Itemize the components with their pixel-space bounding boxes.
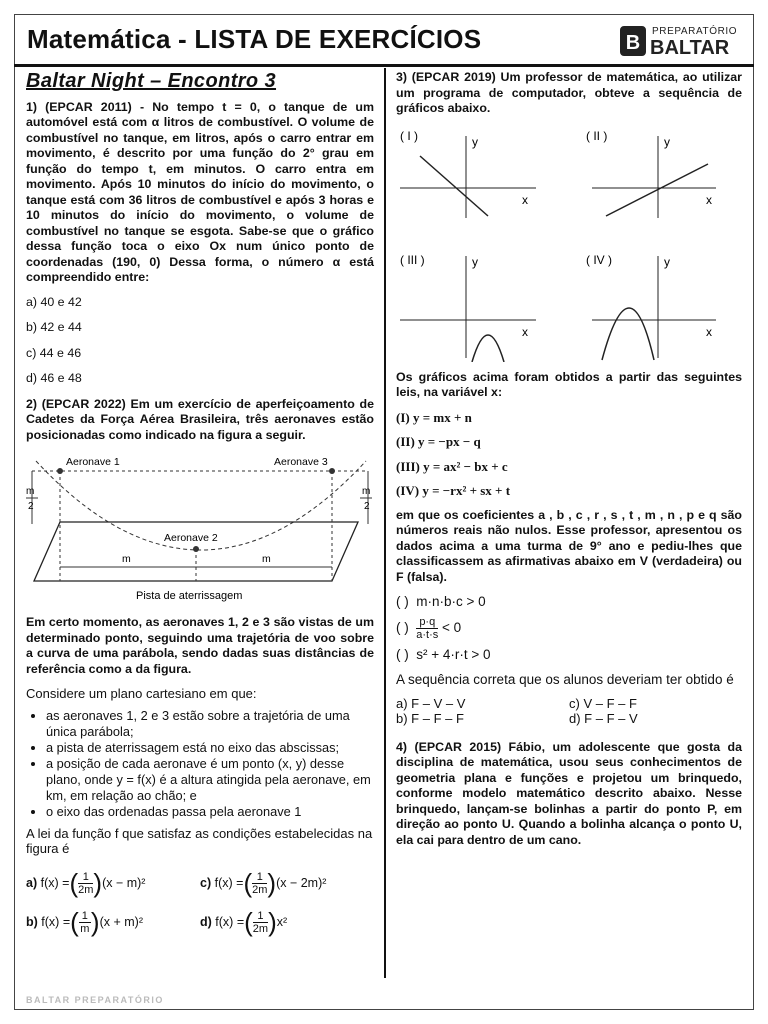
aircraft-3-point [329,468,335,474]
height-num-right: m [362,486,371,497]
statement-1: ( ) m·n·b·c > 0 [396,594,486,609]
statement-2: ( ) $\frac{p\cdot q}{a\cdot t\cdot s} < 0$ [396,615,462,641]
graph-IV [586,253,716,360]
q1-option-c: c) 44 e 46 [26,345,82,360]
header-rule [14,64,754,67]
svg-text:y: y [472,134,478,149]
q1-option-d: d) 46 e 48 [26,371,82,385]
graph-IV-curve [602,308,654,360]
graph-III [400,253,536,362]
function-options [26,867,374,937]
function-option-c: c) f(x) =( $\frac{1}{2m})(x - 2m)^2$ [200,867,327,898]
svg-text:( II ): ( II ) [586,128,608,143]
height-num-left: m [26,486,35,497]
aircraft-2-point [193,546,199,552]
sequence-options [396,696,742,726]
question-2-context: Em certo momento, as aeronaves 1, 2 e 3 são vistas de um determinado ponto, seguindo uma trajetória de voo sobre a curva de uma parábola, sendo dadas suas distâncias de referência como a da figura. [26,615,374,676]
condition-item: • o eixo das ordenadas passa pela aeronave 1 [46,804,374,820]
statement-3: ( ) s² + 4·r·t > 0 [396,646,491,662]
condition-item: • as aeronaves 1, 2 e 3 estão sobre a trajetória de uma única parábola; [46,708,374,740]
sequence-option-c: c) V – F – F [569,695,637,711]
condition-item: • a pista de aterrissagem está no eixo das abscissas; [46,740,374,756]
section-heading: Baltar Night – Encontro 3 [26,70,277,92]
brand-logo [620,24,745,60]
sequence-option-b: b) F – F – F [396,710,464,726]
aircraft-figure [26,449,374,609]
svg-text:( III ): ( III ) [400,252,425,267]
svg-text:( IV ): ( IV ) [586,252,612,267]
aircraft-1-point [57,468,63,474]
graphs-figure [396,126,742,362]
right-column [396,70,742,857]
aircraft-3-label: Aeronave 3 [274,456,328,468]
question-3-laws-intro: Os gráficos acima foram obtidos a partir das seguintes leis, na variável x: [396,369,742,399]
footer-brand: BALTAR PREPARATÓRIO [26,995,164,1005]
function-option-d: d) f(x) =( $\frac{1}{2m})x^2$ [200,906,288,937]
q1-option-a: a) 40 e 42 [26,294,82,309]
graph-I [400,129,536,218]
conditions-list [26,708,374,820]
graph-II-line [606,164,708,216]
column-divider [384,68,386,978]
law-IV: (IV) y = −rx² + sx + t [396,483,511,498]
condition-item: • a posição de cada aeronave é um ponto (x, y) desse plano, onde y = f(x) é a altura atingida pela aeronave, em km, em relação ao chão; e [46,756,374,804]
distance-label-left: m [122,553,131,565]
sequence-question: A sequência correta que os alunos deveriam ter obtido é [396,672,734,687]
consider-text: Considere um plano cartesiano em que: [26,686,257,701]
law-question: A lei da função f que satisfaz as condições estabelecidas na figura é [26,825,373,856]
function-option-b: b) f(x) =( $\frac{1}{m})(x + m)^2$ [26,906,143,937]
height-den-right: 2 [364,501,370,512]
svg-text:( I ): ( I ) [400,128,418,143]
graph-III-curve [472,335,504,362]
svg-text:x: x [522,324,528,339]
function-option-a: a) f(x) =( $\frac{1}{2m})(x - m)^2$ [26,867,146,898]
svg-text:x: x [706,192,712,207]
graph-I-line [420,156,488,216]
law-II: (II) y = −px − q [396,434,481,449]
aircraft-1-label: Aeronave 1 [66,456,120,468]
law-I: (I) y = mx + n [396,409,472,425]
question-4: 4) (EPCAR 2015) Fábio, um adolescente que gosta da disciplina de matemática, usou seus conhecimentos de geometria plana e funções e projetou um brinquedo, conforme modelo matemático descrito abaixo. Nesse brinquedo, lançam-se bolinhas a partir do ponto P, em direção ao ponto U. Quando a bolinha alcança o ponto U, ela cai para dentro de um cano. [396,739,742,847]
left-column [26,70,374,935]
svg-text:x: x [522,192,528,207]
question-1: 1) (EPCAR 2011) - No tempo t = 0, o tanque de um automóvel está com α litros de combustível. O volume de combustível no tanque, em litros, após o carro entrar em movimento, é descrito por uma função do 2° grau em função do tempo t, em minutos. O carro entra em movimento. Após 10 minutos do início do movimento, o tanque está com 36 litros de combustível e após 3 horas e 10 minutos do início do movimento, o volume de combustível no tanque se esgota. Sabe-se que o gráfico dessa função toca o eixo Ox num único ponto de coordenadas (190, 0) Dessa forma, o número α está compreendido entre: [26,99,374,284]
svg-text:y: y [664,134,670,149]
runway-label: Pista de aterrissagem [136,590,243,602]
logo-letter: B [620,26,646,56]
question-3: 3) (EPCAR 2019) Um professor de matemática, ao utilizar um programa de computador, obteve a sequência de gráficos abaixo. [396,70,742,115]
height-den-left: 2 [28,501,34,512]
sequence-option-d: d) F – F – V [569,710,638,726]
sequence-option-a: a) F – V – V [396,695,466,711]
aircraft-2-label: Aeronave 2 [164,532,218,544]
distance-label-right: m [262,553,271,565]
svg-text:x: x [706,324,712,339]
page-title: Matemática - LISTA DE EXERCÍCIOS [27,24,482,54]
law-III: (III) y = ax² − bx + c [396,458,508,474]
q1-option-b: b) 42 e 44 [26,320,82,334]
logo-subtitle: PREPARATÓRIO [652,26,738,37]
question-2: 2) (EPCAR 2022) Em um exercício de aperfeiçoamento de Cadetes da Força Aérea Brasileira, três aeronaves estão posicionadas como indicado na figura a seguir. [26,396,374,442]
svg-text:y: y [664,254,670,269]
question-3-instructions: em que os coeficientes a , b , c , r , s , t , m , n , p e q são números reais não nulos. Esse professor, apresentou os dados acima a uma turma de 9° ano e pediu-lhes que classificassem as afirmativas abaixo em V (verdadeira) ou F (falsa). [396,507,742,584]
logo-name: BALTAR [650,37,730,59]
svg-text:y: y [472,254,478,269]
graph-II [586,129,716,218]
